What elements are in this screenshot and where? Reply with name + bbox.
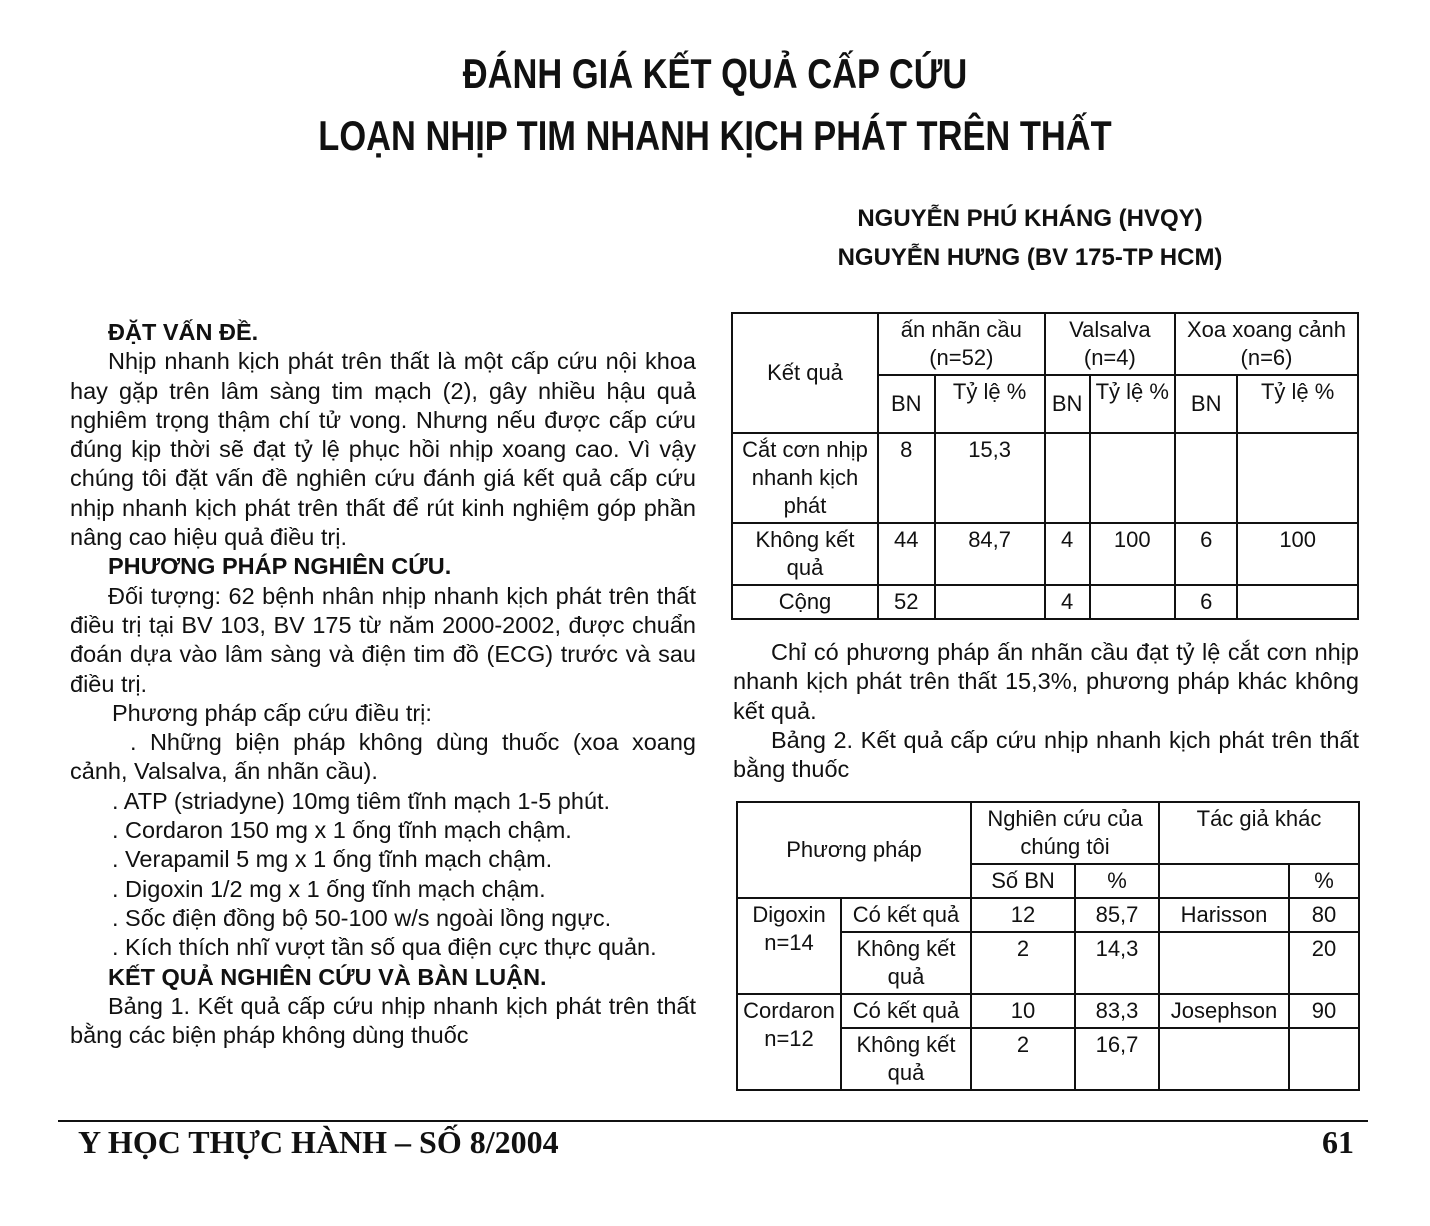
table1-caption: Bảng 1. Kết quả cấp cứu nhịp nhanh kịch phát trên thất bằng các biện pháp không dùng thuốc	[70, 992, 696, 1049]
drug-label: Cordaron n=12	[737, 994, 841, 1090]
left-column	[70, 318, 696, 1050]
cell-outcome: Có kết quả	[841, 898, 971, 932]
header-percent: %	[1075, 864, 1159, 898]
table-1	[731, 312, 1359, 620]
cell: 4	[1045, 585, 1090, 619]
cell	[1090, 433, 1176, 523]
cell: 84,7	[935, 523, 1045, 585]
cell: 85,7	[1075, 898, 1159, 932]
subheader: Tỷ lệ %	[1237, 375, 1358, 433]
table-row	[737, 994, 1359, 1028]
cell: Harisson	[1159, 898, 1289, 932]
table-row	[732, 585, 1358, 619]
paragraph-subjects: Đối tượng: 62 bệnh nhân nhịp nhanh kịch phát trên thất điều trị tại BV 103, BV 175 từ năm 2000-2002, được chuẩn đoán dựa vào lâm sàng và điện tim đồ (ECG) trước và sau điều trị.	[70, 582, 696, 697]
cell: 8	[878, 433, 935, 523]
heading-introduction: ĐẶT VẤN ĐỀ.	[108, 319, 259, 345]
cell: Josephson	[1159, 994, 1289, 1028]
row-label: Không kết quả	[732, 523, 878, 585]
cell-outcome: Không kết quả	[841, 1028, 971, 1090]
cell: 6	[1175, 585, 1237, 619]
article-title-line2: LOẠN NHỊP TIM NHANH KỊCH PHÁT TRÊN THẤT	[318, 112, 1112, 159]
author-1: NGUYỄN PHÚ KHÁNG (HVQY)	[857, 205, 1203, 232]
cell-outcome: Có kết quả	[841, 994, 971, 1028]
cell	[1237, 433, 1358, 523]
header-our-study: Nghiên cứu của chúng tôi	[971, 802, 1159, 864]
table-row	[732, 523, 1358, 585]
table-row	[732, 433, 1358, 523]
table2-caption: Bảng 2. Kết quả cấp cứu nhịp nhanh kịch phát trên thất bằng thuốc	[733, 726, 1359, 783]
cell	[1237, 585, 1358, 619]
header-group: Xoa xoang cảnh (n=6)	[1175, 313, 1358, 375]
footer-rule	[58, 1120, 1368, 1122]
paragraph-methods-intro: Phương pháp cấp cứu điều trị:	[112, 699, 432, 726]
journal-name: Y HỌC THỰC HÀNH – SỐ 8/2004	[78, 1124, 559, 1160]
heading-results: KẾT QUẢ NGHIÊN CỨU VÀ BÀN LUẬN.	[108, 963, 547, 990]
header-percent: %	[1289, 864, 1359, 898]
row-label: Cắt cơn nhịp nhanh kịch phát	[732, 433, 878, 523]
header-method: Phương pháp	[737, 802, 971, 898]
subheader: BN	[1175, 375, 1237, 433]
drug-label: Digoxin n=14	[737, 898, 841, 994]
method-item: . Kích thích nhĩ vượt tần số qua điện cực thực quản.	[112, 934, 657, 961]
method-item: . Những biện pháp không dùng thuốc (xoa xoang cảnh, Valsalva, ấn nhãn cầu).	[70, 729, 696, 785]
cell: 14,3	[1075, 932, 1159, 994]
cell: 100	[1090, 523, 1176, 585]
cell	[1159, 932, 1289, 994]
row-label: Cộng	[732, 585, 878, 619]
subheader: Tỷ lệ %	[935, 375, 1045, 433]
author-2: NGUYỄN HƯNG (BV 175-TP HCM)	[837, 244, 1223, 271]
cell: 80	[1289, 898, 1359, 932]
method-item: . Cordaron 150 mg x 1 ống tĩnh mạch chậm.	[112, 817, 572, 844]
cell	[1159, 1028, 1289, 1090]
cell: 100	[1237, 523, 1358, 585]
cell	[1289, 1028, 1359, 1090]
cell: 10	[971, 994, 1075, 1028]
cell: 44	[878, 523, 935, 585]
page-number: 61	[1322, 1124, 1354, 1160]
cell: 16,7	[1075, 1028, 1159, 1090]
cell: 52	[878, 585, 935, 619]
header-group: Valsalva (n=4)	[1045, 313, 1175, 375]
method-item: . Verapamil 5 mg x 1 ống tĩnh mạch chậm.	[112, 846, 553, 873]
header-empty	[1159, 864, 1289, 898]
cell: 20	[1289, 932, 1359, 994]
cell-outcome: Không kết quả	[841, 932, 971, 994]
heading-methods: PHƯƠNG PHÁP NGHIÊN CỨU.	[108, 553, 452, 580]
subheader: BN	[1045, 375, 1090, 433]
header-other-authors: Tác giả khác	[1159, 802, 1359, 864]
paragraph-table1-conclusion: Chỉ có phương pháp ấn nhãn cầu đạt tỷ lệ cắt cơn nhịp nhanh kịch phát trên thất 15,3%, phương pháp khác không kết quả.	[733, 639, 1359, 724]
cell: 83,3	[1075, 994, 1159, 1028]
method-item: . ATP (striadyne) 10mg tiêm tĩnh mạch 1-5 phút.	[112, 787, 611, 814]
cell: 15,3	[935, 433, 1045, 523]
cell	[935, 585, 1045, 619]
cell	[1175, 433, 1237, 523]
header-result: Kết quả	[732, 313, 878, 433]
cell	[1090, 585, 1176, 619]
table-2	[736, 801, 1360, 1091]
right-column-text	[733, 638, 1359, 784]
subheader: Tỷ lệ %	[1090, 375, 1176, 433]
header-group: ấn nhãn cầu (n=52)	[878, 313, 1045, 375]
header-number-patients: Số BN	[971, 864, 1075, 898]
subheader: BN	[878, 375, 935, 433]
cell: 2	[971, 1028, 1075, 1090]
table-row	[737, 898, 1359, 932]
cell: 6	[1175, 523, 1237, 585]
cell	[1045, 433, 1090, 523]
cell: 2	[971, 932, 1075, 994]
article-title-line1: ĐÁNH GIÁ KẾT QUẢ CẤP CỨU	[462, 50, 968, 97]
cell: 4	[1045, 523, 1090, 585]
paragraph-introduction: Nhịp nhanh kịch phát trên thất là một cấp cứu nội khoa hay gặp trên lâm sàng tim mạch (2), gây nhiều hậu quả nghiêm trọng thậm chí tử vong. Nhưng nếu được cấp cứu đúng kịp thời sẽ đạt tỷ lệ phục hồi nhịp xoang cao. Vì vậy chúng tôi đặt vấn đề nghiên cứu đánh giá kết quả cấp cứu nhịp nhanh kịch phát trên thất để rút kinh nghiệm góp phần nâng cao hiệu quả điều trị.	[70, 348, 696, 551]
method-item: . Digoxin 1/2 mg x 1 ống tĩnh mạch chậm.	[112, 875, 546, 902]
cell: 12	[971, 898, 1075, 932]
cell: 90	[1289, 994, 1359, 1028]
method-item: . Sốc điện đồng bộ 50-100 w/s ngoài lồng ngực.	[112, 904, 612, 931]
